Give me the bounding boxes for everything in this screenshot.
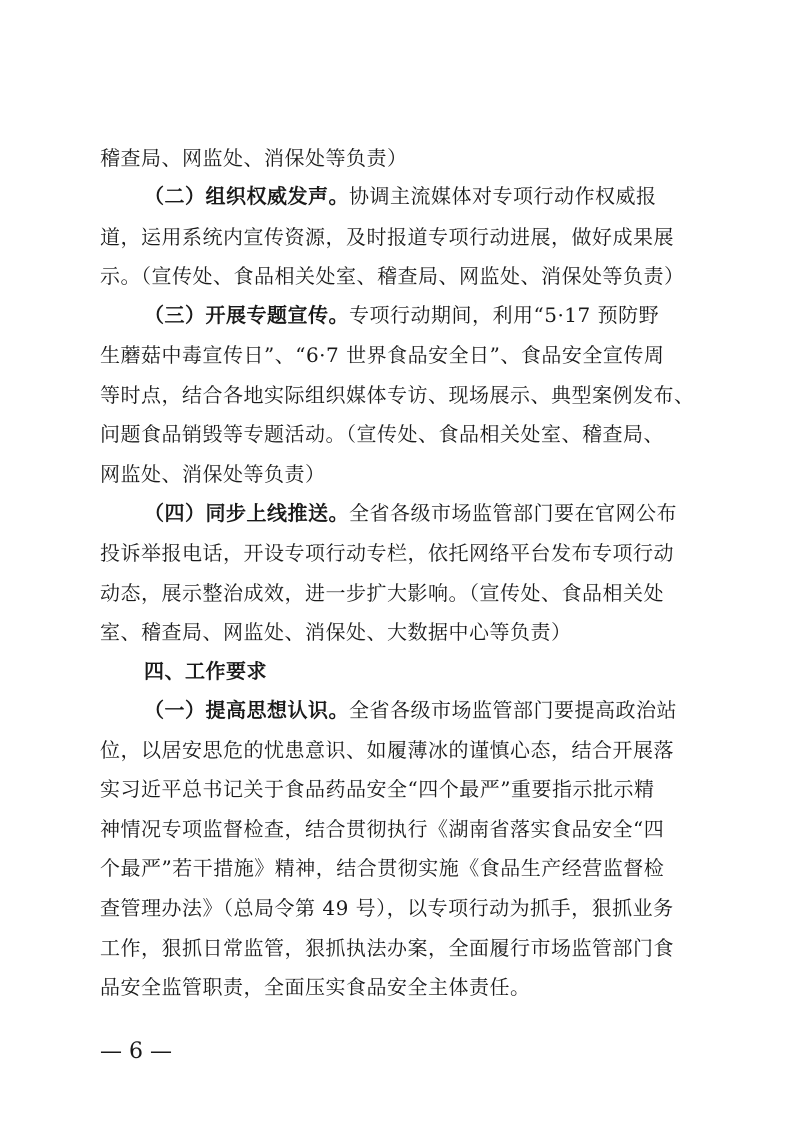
body-line: 神情况专项监督检查，结合贯彻执行《湖南省落实食品安全“四: [100, 817, 665, 841]
body-line: 投诉举报电话，开设专项行动专栏，依托网络平台发布专项行动: [100, 541, 674, 565]
body-line: 生蘑菇中毒宣传日”、“6·7 世界食品安全日”、食品安全宣传周: [100, 343, 665, 367]
body-line: 道，运用系统内宣传资源，及时报道专项行动进展，做好成果展: [100, 225, 674, 249]
body-line: 动态，展示整治成效，进一步扩大影响。（宣传处、食品相关处: [100, 581, 664, 605]
body-line: 查管理办法》（总局令第 49 号），以专项行动为抓手，狠抓业务: [100, 896, 674, 920]
paragraph-text: 专项行动期间，利用“5·17 预防野: [349, 303, 660, 327]
paragraph-line: [144, 697, 744, 723]
body-line: 工作，狠抓日常监管，狠抓执法办案，全面履行市场监管部门食: [100, 936, 674, 960]
page-number: — 6 —: [100, 1039, 172, 1064]
paragraph-heading: （四）同步上线推送。: [144, 501, 349, 525]
paragraph-text: 协调主流媒体对专项行动作权威报: [349, 184, 657, 208]
paragraph-heading: （二）组织权威发声。: [144, 184, 349, 208]
body-line: 等时点，结合各地实际组织媒体专访、现场展示、典型案例发布、: [100, 383, 695, 407]
body-line: 稽查局、网监处、消保处等负责）: [100, 146, 408, 170]
paragraph-text: 全省各级市场监管部门要提高政治站: [349, 698, 677, 722]
body-line: 品安全监管职责，全面压实食品安全主体责任。: [100, 975, 531, 999]
section-heading: 四、工作要求: [144, 659, 267, 683]
paragraph-line: [144, 500, 744, 526]
body-line: 室、稽查局、网监处、消保处、大数据中心等负责）: [100, 620, 572, 644]
body-line: 示。（宣传处、食品相关处室、稽查局、网监处、消保处等负责）: [100, 264, 685, 288]
body-line: 网监处、消保处等负责）: [100, 462, 326, 486]
body-line: 个最严”若干措施》精神，结合贯彻实施《食品生产经营监督检: [100, 856, 665, 880]
paragraph-heading: （一）提高思想认识。: [144, 698, 349, 722]
paragraph-line: [144, 302, 744, 328]
paragraph-text: 全省各级市场监管部门要在官网公布: [349, 501, 677, 525]
body-line: 问题食品销毁等专题活动。（宣传处、食品相关处室、稽查局、: [100, 422, 664, 446]
body-line: 位，以居安思危的忧患意识、如履薄冰的谨慎心态，结合开展落: [100, 738, 674, 762]
paragraph-heading: （三）开展专题宣传。: [144, 303, 349, 327]
body-line: 实习近平总书记关于食品药品安全“四个最严”重要指示批示精: [100, 777, 655, 801]
paragraph-line: [144, 183, 744, 209]
